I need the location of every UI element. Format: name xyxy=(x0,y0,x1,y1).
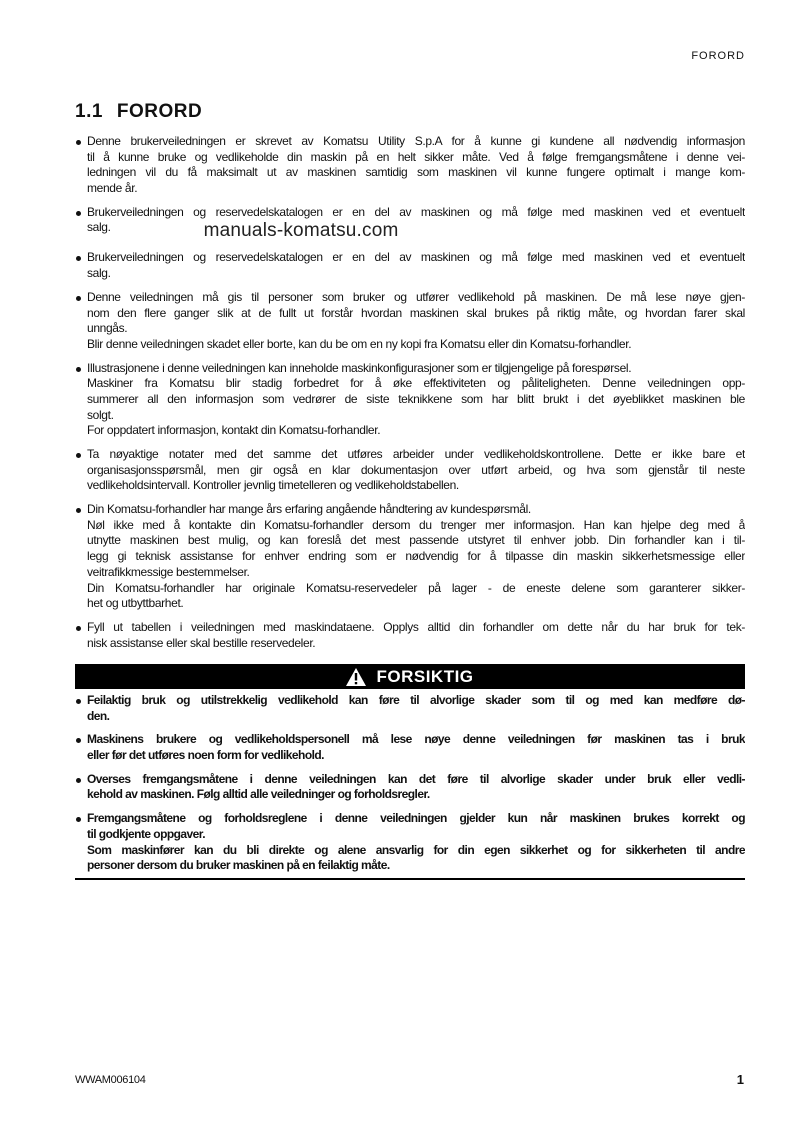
section-title-text: FORORD xyxy=(116,101,203,122)
watermark-row xyxy=(87,220,745,242)
text-line: Feilaktig bruk og utilstrekkelig vedlikehold kan føre til alvorlige skader som til og med kan medføre dø- xyxy=(87,693,745,707)
text-line: summerer all den informasjon som vedrører de siste teknikkene som har blitt brukt i det øyeblikket maskinen ble xyxy=(87,391,745,406)
text-line: het og utbyttbarhet. xyxy=(87,596,184,611)
list-item xyxy=(75,447,745,494)
bullet-icon xyxy=(76,453,81,458)
text-line: Fyll ut tabellen i veiledningen med maskindataene. Opplys alltid din forhandler om dette når du har bruk for tek- xyxy=(87,619,745,634)
text-line: Denne veiledningen må gis til personer som bruker og utfører vedlikehold på maskinen. De må lese nøye gjen- xyxy=(87,289,745,304)
text-line: Fremgangsmåtene og forholdsreglene i denne veiledningen gjelder kun når maskinen brukes korrekt og xyxy=(87,811,745,826)
text-line: Nøl ikke med å kontakte din Komatsu-forhandler dersom du trenger mer informasjon. Han kan hjelpe deg med å xyxy=(87,517,745,532)
bullet-icon xyxy=(76,140,81,145)
caution-bullet-list xyxy=(75,693,745,882)
caution-banner xyxy=(75,664,745,689)
text-line: den. xyxy=(87,708,110,723)
text-line: Denne brukerveiledningen er skrevet av Komatsu Utility S.p.A for å kunne gi kundene all nødvendig informasjon xyxy=(87,134,745,148)
text-line: Ta nøyaktige notater med det samme det utføres arbeider under vedlikeholdskontrollene. Dette er ikke bare et xyxy=(87,447,745,461)
bullet-icon xyxy=(76,778,81,783)
bullet-icon xyxy=(76,817,81,822)
text-line: Brukerveiledningen og reservedelskatalogen er en del av maskinen og må følge med maskinen ved et eventuelt xyxy=(87,250,745,265)
section-number: 1.1 xyxy=(75,101,103,122)
text-line: legg gi teknisk assistanse for enhver endring som er nødvendig for å tilpasse din maskin sikkerhetsmessige eller xyxy=(87,549,745,564)
bullet-icon xyxy=(76,508,81,513)
text-line: Din Komatsu-forhandler har mange års erfaring angående håndtering av kundespørsmål. xyxy=(87,502,531,517)
intro-bullet-list xyxy=(75,134,745,659)
list-item xyxy=(75,205,745,243)
text-line: eller før det utføres noen form for vedlikehold. xyxy=(87,748,324,763)
text-line: Maskiner fra Komatsu blir stadig forbedret for å øke effektiviteten og påliteligheten. Denne veiledningen opp- xyxy=(87,376,745,391)
text-line: mende år. xyxy=(87,181,138,196)
text-line: solgt. xyxy=(87,407,114,422)
list-item xyxy=(75,693,745,724)
text-line: nisk assistanse eller skal bestille reservedeler. xyxy=(87,635,316,650)
text-line: Som maskinfører kan du bli direkte og alene ansvarlig for din egen sikkerhet og for sikkerheten til andre xyxy=(87,842,745,857)
divider xyxy=(75,878,745,880)
watermark: manuals-komatsu.com xyxy=(203,220,399,242)
list-item xyxy=(75,811,745,874)
warning-triangle-icon xyxy=(346,668,366,686)
text-line: til å kunne bruke og vedlikeholde din maskin på en helt sikker måte. Ved å følge fremgangsmåtene i denne vei- xyxy=(87,149,745,164)
page-number: 1 xyxy=(736,1072,744,1087)
bullet-icon xyxy=(76,256,81,261)
text-line: salg. xyxy=(87,220,111,235)
bullet-icon xyxy=(76,367,81,372)
text-line: Maskinens brukere og vedlikeholdspersonell må lese nøye denne veiledningen før maskinen tas i bruk xyxy=(87,732,745,747)
text-line: vedlikeholdsintervall. Kontroller jevnlig timetelleren og vedlikeholdstabellen. xyxy=(87,478,459,493)
list-item xyxy=(75,361,745,439)
text-line: nom den flere ganger slik at de fullt ut forstår hvordan maskinen skal brukes på riktig måte, og hvordan farer skal xyxy=(87,305,745,320)
bullet-icon xyxy=(76,211,81,216)
bullet-icon xyxy=(76,296,81,301)
bullet-icon xyxy=(76,626,81,631)
text-line: til godkjente oppgaver. xyxy=(87,826,206,841)
text-line: Overses fremgangsmåtene i denne veiledningen kan det føre til alvorlige skader under bruk eller vedli- xyxy=(87,771,745,786)
list-item xyxy=(75,772,745,803)
list-item xyxy=(75,620,745,651)
bullet-icon xyxy=(76,738,81,743)
list-item xyxy=(75,502,745,612)
list-item xyxy=(75,134,745,197)
text-line: Brukerveiledningen og reservedelskatalogen er en del av maskinen og må følge med maskinen ved et eventuelt xyxy=(87,204,745,219)
section-title xyxy=(75,101,202,123)
text-line: kehold av maskinen. Følg alltid alle veiledninger og forholdsregler. xyxy=(87,787,430,802)
bullet-icon xyxy=(76,699,81,704)
text-line: Din Komatsu-forhandler har originale Komatsu-reservedeler på lager - de eneste delene som garanterer sikker- xyxy=(87,580,745,595)
text-line: ledningen vil du få maksimalt ut av maskinen samtidig som maskinen vil kunne fungere optimalt i mange kom- xyxy=(87,165,745,180)
text-line: salg. xyxy=(87,266,111,281)
text-line: unngås. xyxy=(87,321,128,336)
text-line: veitrafikkmessige bestemmelser. xyxy=(87,564,250,579)
list-item xyxy=(75,290,745,353)
text-line: organisasjonsspørsmål, men gir også en klar dokumentasjon over utført arbeid, og hva som gjenstår til neste xyxy=(87,462,745,477)
text-line: personer dersom du bruker maskinen på en feilaktig måte. xyxy=(87,858,390,873)
text-line: Blir denne veiledningen skadet eller borte, kan du be om en ny kopi fra Komatsu eller din Komatsu-forhandler. xyxy=(87,336,632,351)
list-item xyxy=(75,732,745,763)
running-header: FORORD xyxy=(691,50,745,62)
text-line: Illustrasjonene i denne veiledningen kan inneholde maskinkonfigurasjoner som er tilgjengelige på forespørsel. xyxy=(87,360,632,375)
text-line: utnytte maskinen best mulig, og kan foreslå det mest passende utstyret til enhver jobb. Din forhandler kan i til- xyxy=(87,533,745,548)
list-item xyxy=(75,250,745,281)
document-code: WWAM006104 xyxy=(75,1074,146,1086)
caution-label: FORSIKTIG xyxy=(376,666,474,686)
text-line: For oppdatert informasjon, kontakt din Komatsu-forhandler. xyxy=(87,423,381,438)
